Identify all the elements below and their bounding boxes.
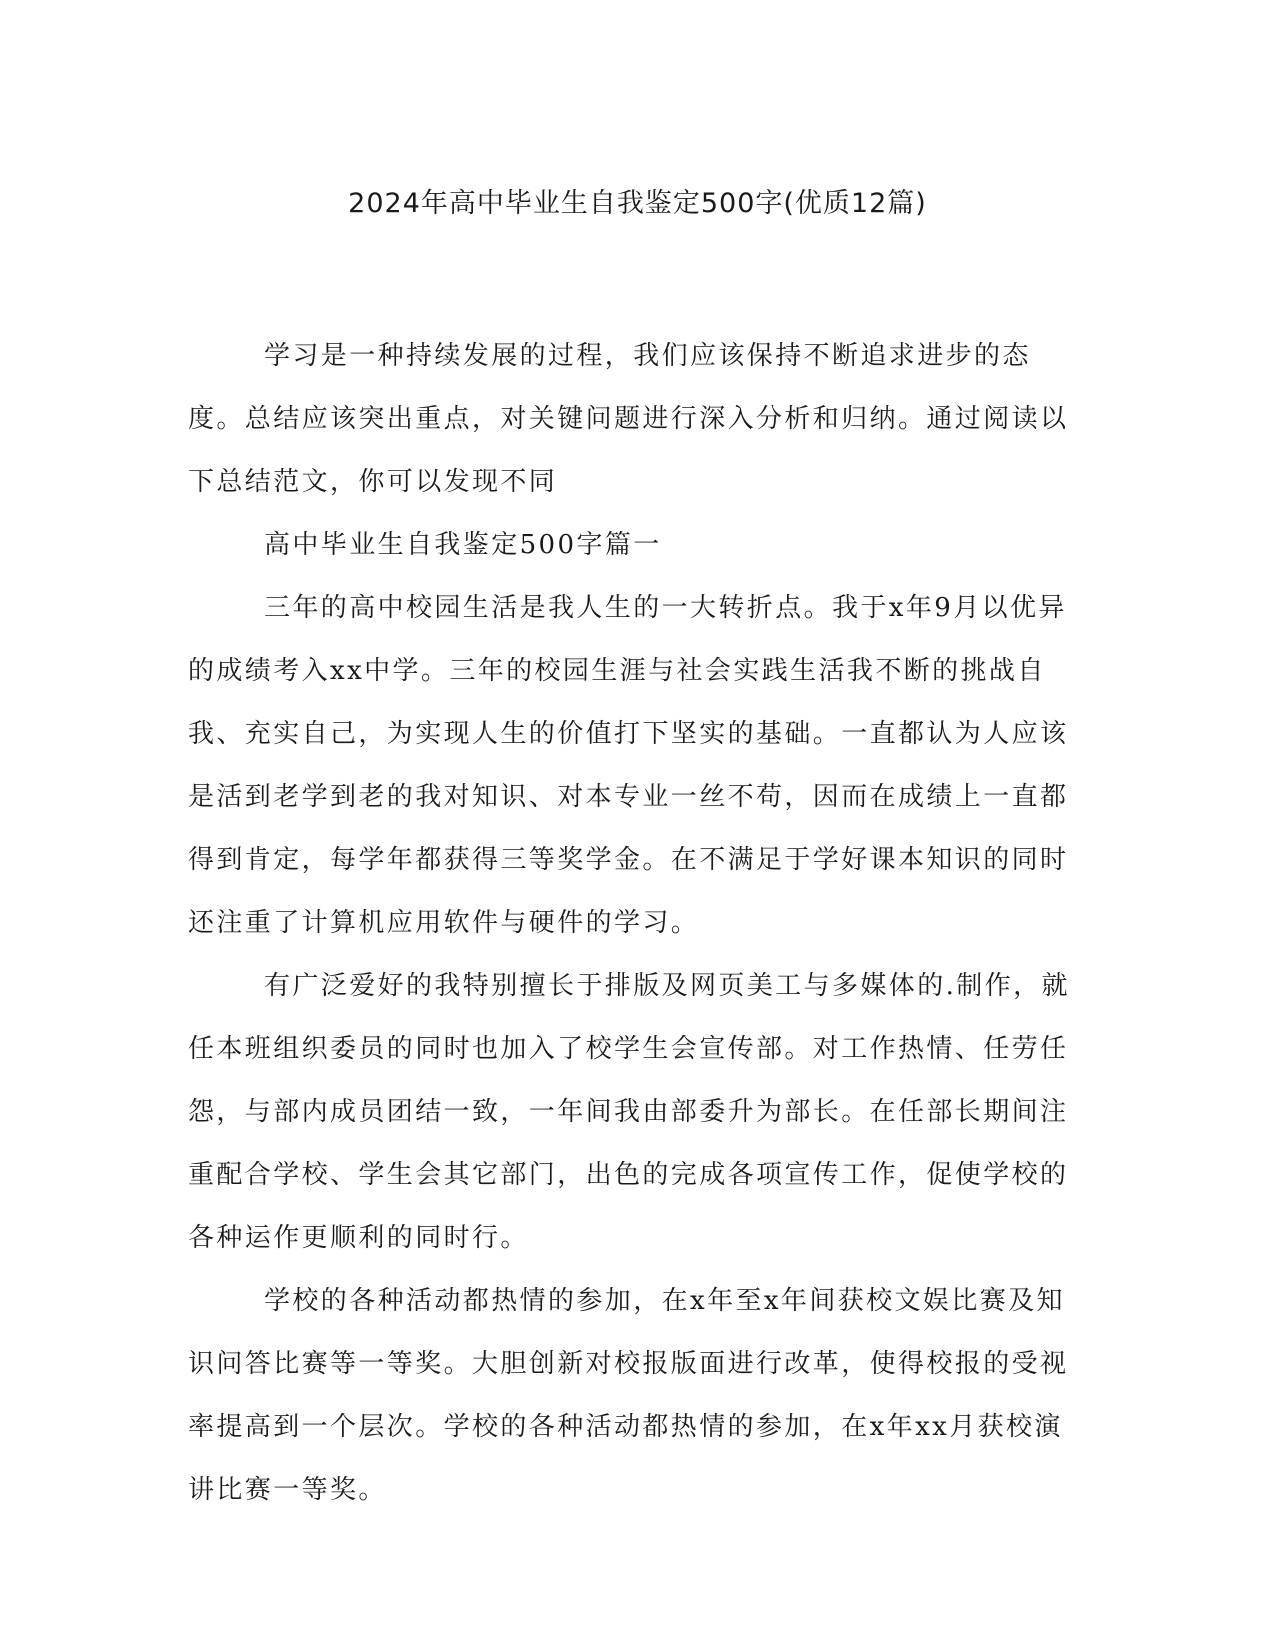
body-paragraph-2: 有广泛爱好的我特别擅长于排版及网页美工与多媒体的.制作，就任本班组织委员的同时也加入了校学生会宣传部。对工作热情、任劳任怨，与部内成员团结一致，一年间我由部委升为部长。在任部长期间注重配合学校、学生会其它部门，出色的完成各项宣传工作，促使学校的各种运作更顺利的同时行。 bbox=[188, 971, 1070, 1253]
body-paragraph-3: 学校的各种活动都热情的参加，在x年至x年间获校文娱比赛及知识问答比赛等一等奖。大胆创新对校报版面进行改革，使得校报的受视率提高到一个层次。学校的各种活动都热情的参加，在x年xx月获校演讲比赛一等奖。 bbox=[188, 1286, 1069, 1505]
intro-paragraph: 学习是一种持续发展的过程，我们应该保持不断追求进步的态度。总结应该突出重点，对关键问题进行深入分析和归纳。通过阅读以下总结范文，你可以发现不同 bbox=[188, 341, 1069, 497]
section-heading: 高中毕业生自我鉴定500字篇一 bbox=[264, 530, 662, 560]
document-body bbox=[188, 325, 1076, 1522]
document-title: 2024年高中毕业生自我鉴定500字(优质12篇) bbox=[348, 188, 927, 219]
body-paragraph-1: 三年的高中校园生活是我人生的一大转折点。我于x年9月以优异的成绩考入xx中学。三年的校园生涯与社会实践生活我不断的挑战自我、充实自己，为实现人生的价值打下坚实的基础。一直都认为人应该是活到老学到老的我对知识、对本专业一丝不苟，因而在成绩上一直都得到肯定，每学年都获得三等奖学金。在不满足于学好课本知识的同时还注重了计算机应用软件与硬件的学习。 bbox=[188, 593, 1069, 938]
